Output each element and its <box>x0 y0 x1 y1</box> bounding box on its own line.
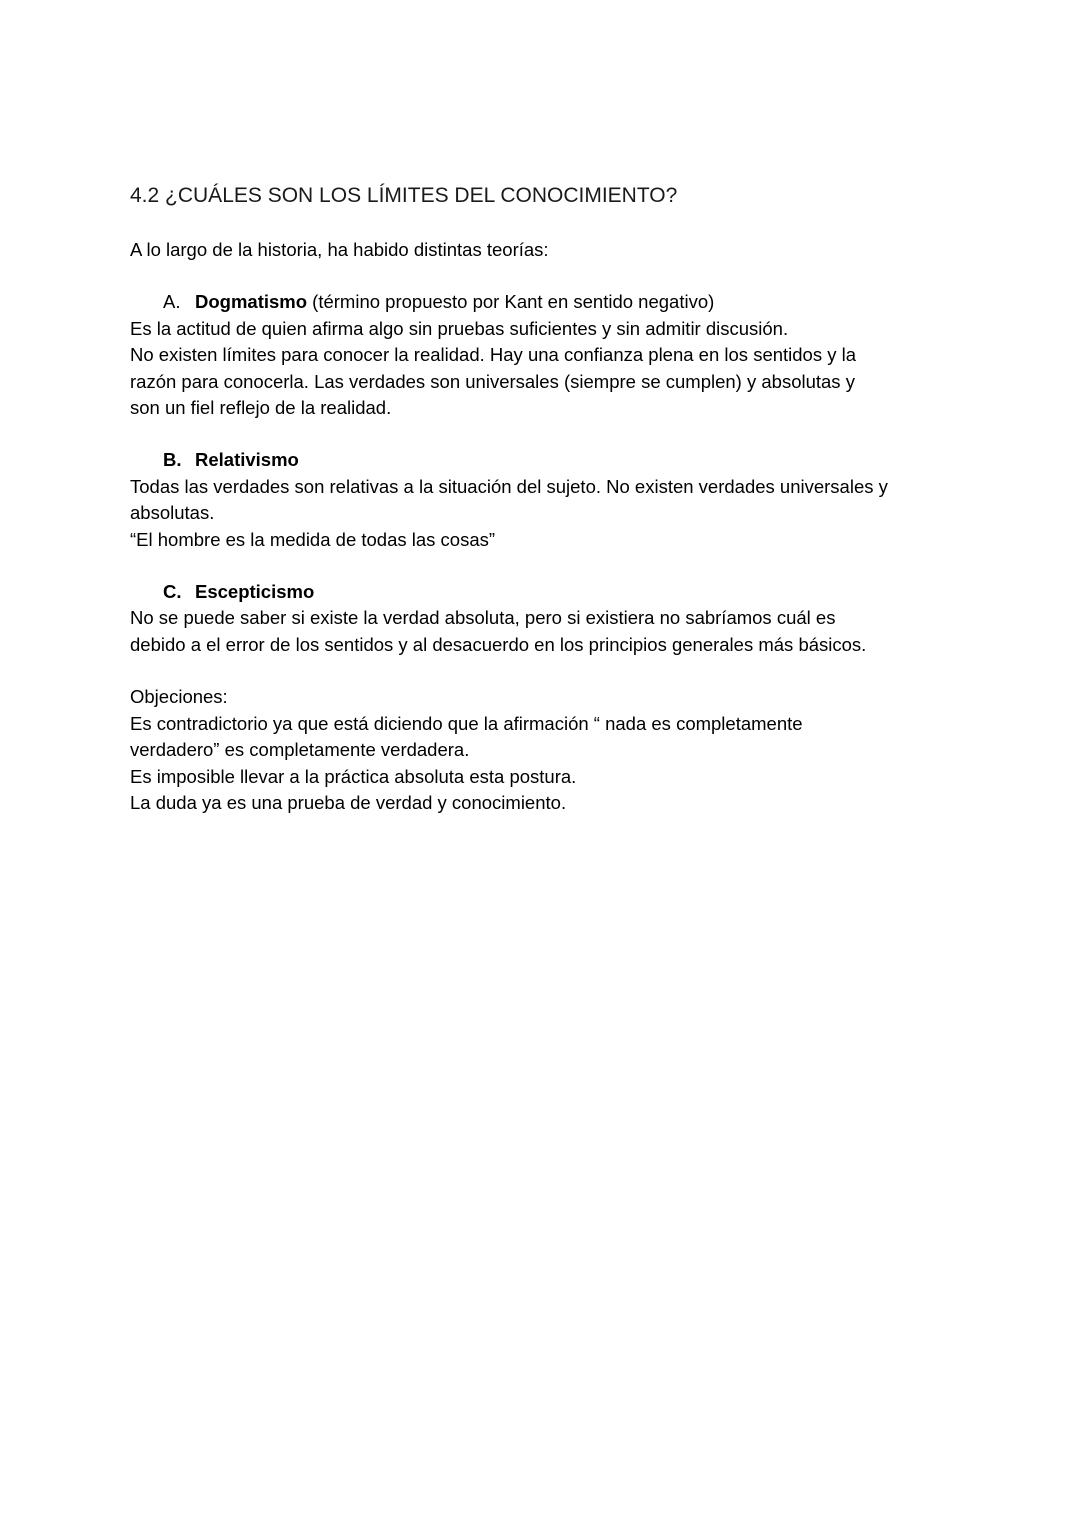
term-relativismo: Relativismo <box>195 449 299 471</box>
item-heading-relativismo <box>130 447 970 473</box>
item-heading-dogmatismo <box>130 289 970 315</box>
document-page <box>130 180 970 816</box>
intro-paragraph: A lo largo de la historia, ha habido distintas teorías: <box>130 239 549 260</box>
dogmatismo-line: No existen límites para conocer la realidad. Hay una confianza plena en los sentidos y la <box>130 344 857 366</box>
objections-label: Objeciones: <box>130 686 228 708</box>
list-marker: B. <box>163 449 182 471</box>
term-escepticismo: Escepticismo <box>195 581 315 603</box>
term-dogmatismo: Dogmatismo <box>195 291 308 313</box>
objection-line: verdadero” es completamente verdadera. <box>130 739 470 761</box>
escepticismo-line: No se puede saber si existe la verdad absoluta, pero si existiera no sabríamos cuál es <box>130 607 836 629</box>
objection-line: La duda ya es una prueba de verdad y conocimiento. <box>130 791 567 813</box>
relativismo-quote: “El hombre es la medida de todas las cosas” <box>130 528 496 550</box>
objection-line: Es contradictorio ya que está diciendo que la afirmación “ nada es completamente <box>130 712 803 734</box>
escepticismo-line: debido a el error de los sentidos y al desacuerdo en los principios generales más básicos. <box>130 633 867 655</box>
dogmatismo-line: Es la actitud de quien afirma algo sin pruebas suficientes y sin admitir discusión. <box>130 317 789 339</box>
objection-line: Es imposible llevar a la práctica absoluta esta postura. <box>130 765 577 787</box>
relativismo-line: Todas las verdades son relativas a la situación del sujeto. No existen verdades universales y <box>130 475 888 497</box>
relativismo-line: absolutas. <box>130 502 215 524</box>
list-marker: A. <box>163 291 181 313</box>
list-marker: C. <box>163 581 182 603</box>
dogmatismo-line: son un fiel reflejo de la realidad. <box>130 397 392 419</box>
section-title: 4.2 ¿CUÁLES SON LOS LÍMITES DEL CONOCIMIENTO? <box>130 184 678 207</box>
item-heading-escepticismo <box>130 579 970 605</box>
term-note: (término propuesto por Kant en sentido negativo) <box>307 291 715 313</box>
dogmatismo-line: razón para conocerla. Las verdades son universales (siempre se cumplen) y absolutas y <box>130 370 855 392</box>
